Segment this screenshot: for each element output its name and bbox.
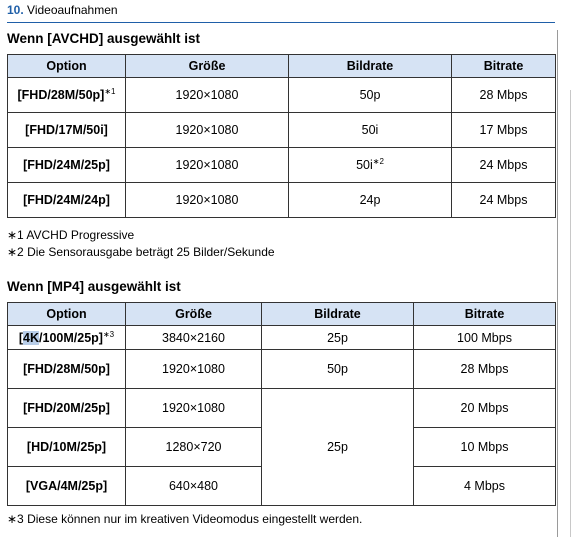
table-row: [8, 148, 556, 183]
size-cell: 1920×1080: [126, 389, 262, 428]
option-cell: [FHD/17M/50i]: [8, 113, 126, 148]
column-header: Bitrate: [414, 303, 556, 326]
framerate-cell: 50p: [289, 78, 452, 113]
framerate-cell: 50p: [262, 350, 414, 389]
section-number: 10.: [7, 3, 24, 17]
size-cell: 1920×1080: [126, 113, 289, 148]
size-cell: 1920×1080: [126, 78, 289, 113]
column-header: Größe: [126, 55, 289, 78]
table-row: [8, 113, 556, 148]
bitrate-cell: 24 Mbps: [452, 148, 556, 183]
framerate-cell: 50i: [289, 113, 452, 148]
column-header: Größe: [126, 303, 262, 326]
margin-rule-outer: [570, 90, 571, 537]
column-header: Option: [8, 303, 126, 326]
option-cell: [HD/10M/25p]: [8, 428, 126, 467]
footnote-marker: ∗3: [102, 329, 115, 339]
option-cell: [FHD/24M/25p]: [8, 148, 126, 183]
page-header: [7, 2, 555, 23]
table-header-row: [8, 55, 556, 78]
mp4-section-title: Wenn [MP4] ausgewählt ist: [7, 279, 181, 294]
option-cell: [VGA/4M/25p]: [8, 467, 126, 506]
section-title: Videoaufnahmen: [27, 3, 118, 17]
bitrate-cell: 28 Mbps: [452, 78, 556, 113]
avchd-section-title: Wenn [AVCHD] ausgewählt ist: [7, 31, 201, 46]
size-cell: 640×480: [126, 467, 262, 506]
table-row: [8, 183, 556, 218]
margin-rule: [557, 30, 558, 537]
framerate-cell: 24p: [289, 183, 452, 218]
size-cell: 3840×2160: [126, 326, 262, 350]
mp4-table: [7, 302, 556, 506]
column-header: Bitrate: [452, 55, 556, 78]
column-header: Bildrate: [289, 55, 452, 78]
table-row: [8, 78, 556, 113]
size-cell: 1920×1080: [126, 350, 262, 389]
footnote: ∗3 Diese können nur im kreativen Videomodus eingestellt werden.: [7, 512, 363, 526]
table-row: [8, 389, 556, 428]
column-header: Option: [8, 55, 126, 78]
text-highlight: 4K: [23, 330, 40, 345]
size-cell: 1280×720: [126, 428, 262, 467]
option-cell: $[4K/100M/25p]^{∗3}$: [8, 326, 126, 350]
bitrate-cell: 20 Mbps: [414, 389, 556, 428]
bitrate-cell: 10 Mbps: [414, 428, 556, 467]
footnote-marker: ∗2: [372, 156, 384, 166]
framerate-cell: $50i^{∗2}$: [289, 148, 452, 183]
column-header: Bildrate: [262, 303, 414, 326]
bitrate-cell: 4 Mbps: [414, 467, 556, 506]
option-cell: $[FHD/28M/50p]^{∗1}$: [8, 78, 126, 113]
table-header-row: [8, 303, 556, 326]
option-cell: [FHD/24M/24p]: [8, 183, 126, 218]
size-cell: 1920×1080: [126, 148, 289, 183]
footnote: ∗2 Die Sensorausgabe beträgt 25 Bilder/Sekunde: [7, 245, 275, 259]
avchd-table: [7, 54, 556, 218]
table-row: [8, 326, 556, 350]
framerate-cell-merged: 25p: [262, 389, 414, 506]
footnote: ∗1 AVCHD Progressive: [7, 228, 135, 242]
option-cell: [FHD/20M/25p]: [8, 389, 126, 428]
table-row: [8, 350, 556, 389]
bitrate-cell: 17 Mbps: [452, 113, 556, 148]
framerate-cell: 25p: [262, 326, 414, 350]
bitrate-cell: 24 Mbps: [452, 183, 556, 218]
bitrate-cell: 100 Mbps: [414, 326, 556, 350]
size-cell: 1920×1080: [126, 183, 289, 218]
bitrate-cell: 28 Mbps: [414, 350, 556, 389]
option-cell: [FHD/28M/50p]: [8, 350, 126, 389]
footnote-marker: ∗1: [104, 86, 116, 96]
